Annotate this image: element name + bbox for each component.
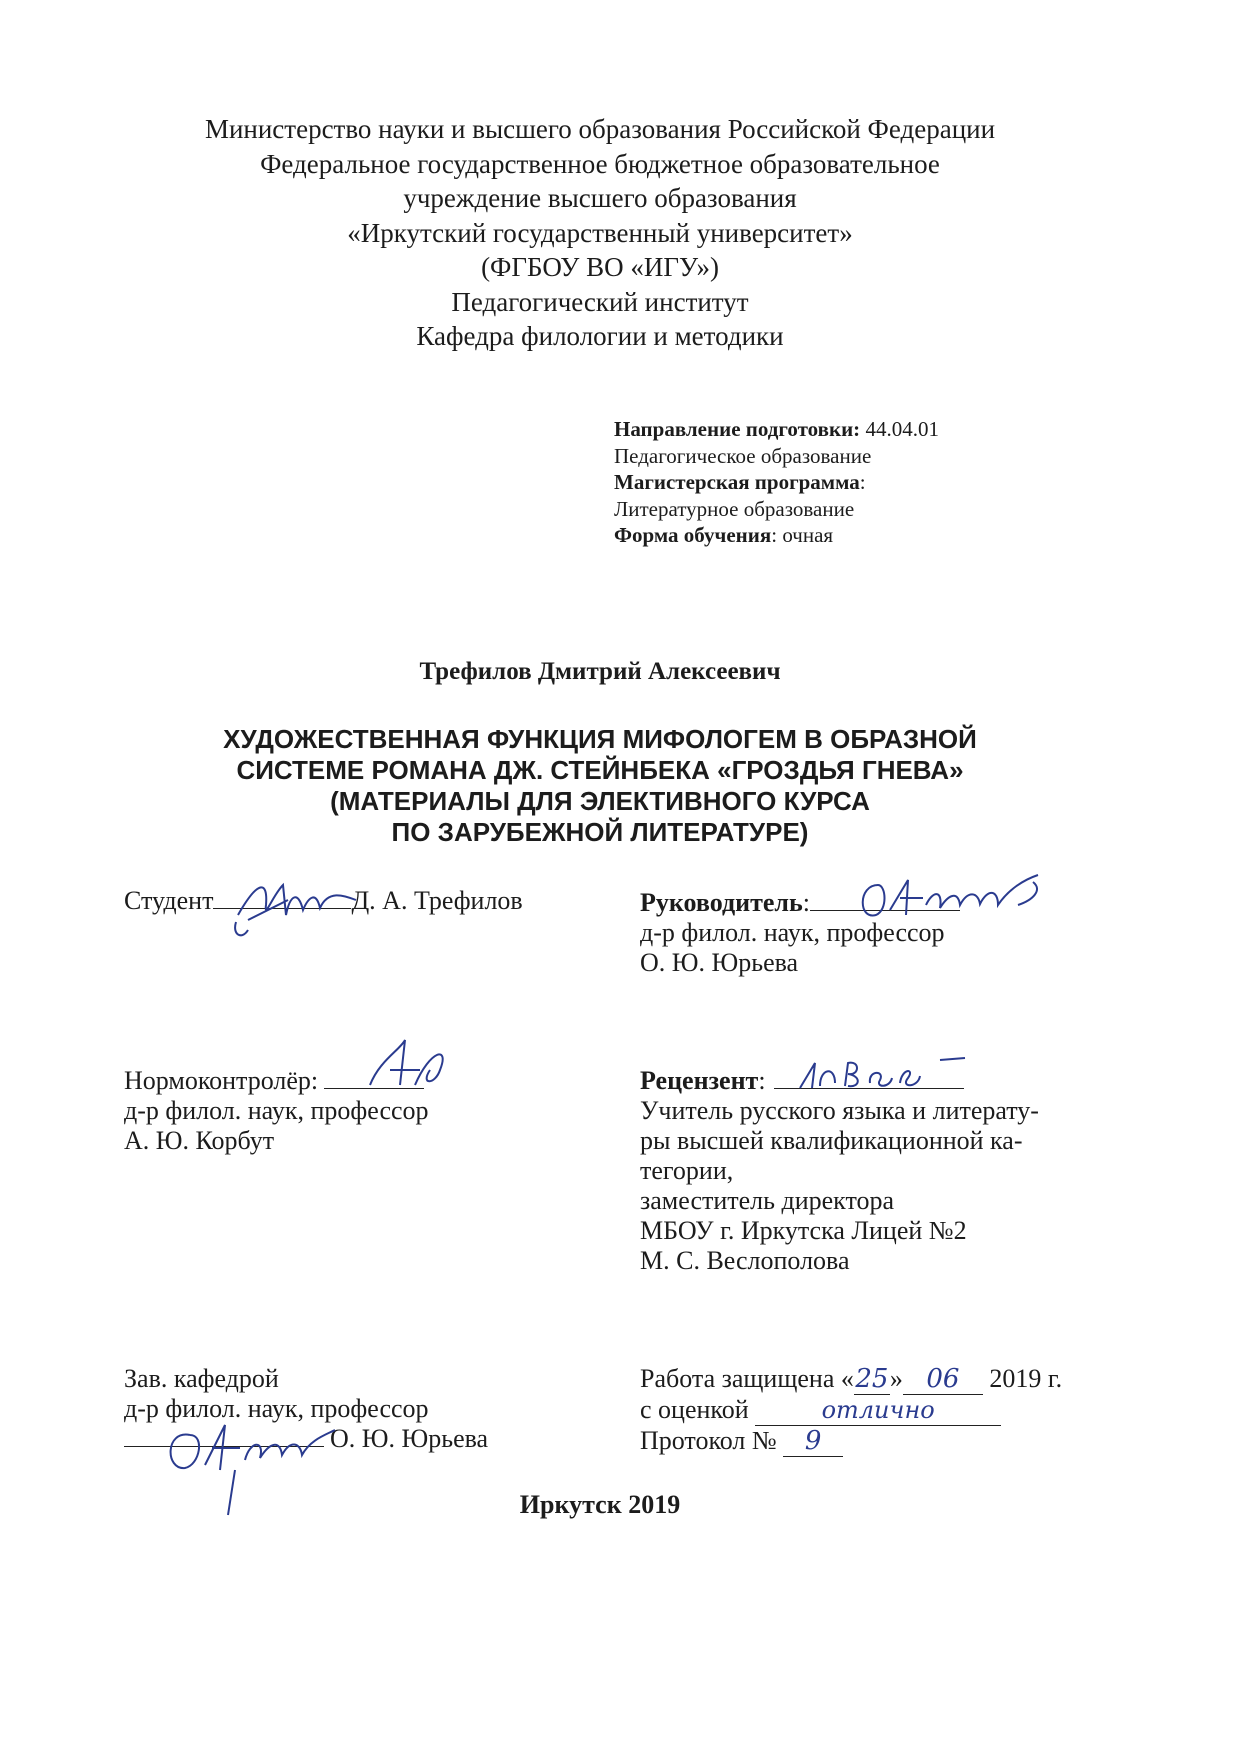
reviewer-colon: : [758, 1066, 766, 1095]
reviewer-name: М. С. Веслополова [640, 1246, 850, 1275]
title-line: ХУДОЖЕСТВЕННАЯ ФУНКЦИЯ МИФОЛОГЕМ В ОБРАЗНОЙ [223, 724, 977, 754]
program-info [614, 416, 939, 549]
department-name: Кафедра филологии и методики [416, 321, 784, 351]
reviewer-line: заместитель директора [640, 1186, 895, 1215]
reviewer-line: ры высшей квалификационной ка- [640, 1126, 1023, 1155]
defense-day: 25 [855, 1364, 889, 1394]
reviewer-line: тегории, [640, 1156, 734, 1185]
federal-line: Федеральное государственное бюджетное образовательное [260, 148, 940, 179]
normcontrol-label: Нормоконтролёр: [124, 1066, 319, 1095]
program-colon: : [859, 470, 866, 494]
title-line: (МАТЕРИАЛЫ ДЛЯ ЭЛЕКТИВНОГО КУРСА [330, 786, 870, 816]
reviewer-line: МБОУ г. Иркутска Лицей №2 [640, 1216, 967, 1245]
normcontrol-signature [360, 1030, 470, 1100]
head-signature [150, 1380, 340, 1500]
direction-name: Педагогическое образование [614, 443, 872, 468]
city-year: Иркутск 2019 [519, 1490, 681, 1519]
direction-code: 44.04.01 [860, 417, 939, 441]
normcontrol-degree: д-р филол. наук, профессор [124, 1096, 429, 1125]
supervisor-degree: д-р филол. наук, профессор [640, 918, 945, 947]
supervisor-name: О. Ю. Юрьева [640, 948, 799, 977]
student-name: Д. А. Трефилов [351, 886, 523, 915]
head-degree: д-р филол. наук, профессор [124, 1394, 429, 1423]
ministry-line: Министерство науки и высшего образования Российской Федерации [204, 114, 996, 144]
grade-value: отлично [755, 1395, 1001, 1426]
study-form-value: : очная [771, 523, 834, 547]
reviewer-label: Рецензент [640, 1066, 759, 1095]
head-name: О. Ю. Юрьева [330, 1424, 489, 1453]
title-line: СИСТЕМЕ РОМАНА ДЖ. СТЕЙНБЕКА «ГРОЗДЬЯ ГНЕВА» [236, 755, 964, 785]
head-label: Зав. кафедрой [124, 1364, 279, 1393]
supervisor-signature [848, 860, 1048, 940]
supervisor-colon: : [802, 888, 811, 917]
reviewer-line: Учитель русского языка и литерату- [640, 1096, 1039, 1125]
normcontrol-name: А. Ю. Корбут [124, 1126, 275, 1155]
defense-mid: » [889, 1364, 903, 1393]
study-form-label: Форма обучения [614, 523, 772, 547]
thesis-title [0, 724, 1200, 848]
defense-block [640, 1364, 1062, 1457]
grade-label: с оценкой [640, 1395, 749, 1424]
program-name: Литературное образование [614, 496, 855, 521]
institution-header [0, 112, 1200, 354]
protocol-label: Протокол № [640, 1426, 777, 1455]
program-label: Магистерская программа [614, 470, 860, 494]
student-signature [228, 860, 368, 950]
student-label: Студент [124, 886, 214, 915]
author-name: Трефилов Дмитрий Алексеевич [419, 658, 781, 685]
defense-year: 2019 г. [982, 1364, 1063, 1393]
defense-month: 06 [903, 1364, 983, 1395]
reviewer-signature [790, 1048, 990, 1098]
direction-label: Направление подготовки: [614, 417, 861, 441]
protocol-number: 9 [783, 1426, 843, 1457]
university-abbr: (ФГБОУ ВО «ИГУ») [481, 252, 719, 282]
institution-type-line: учреждение высшего образования [403, 183, 797, 213]
defense-prefix: Работа защищена « [640, 1364, 854, 1393]
university-name: «Иркутский государственный университет» [347, 217, 853, 248]
title-line: ПО ЗАРУБЕЖНОЙ ЛИТЕРАТУРЕ) [391, 817, 809, 847]
supervisor-label: Руководитель [640, 888, 803, 917]
institute-name: Педагогический институт [451, 286, 749, 317]
